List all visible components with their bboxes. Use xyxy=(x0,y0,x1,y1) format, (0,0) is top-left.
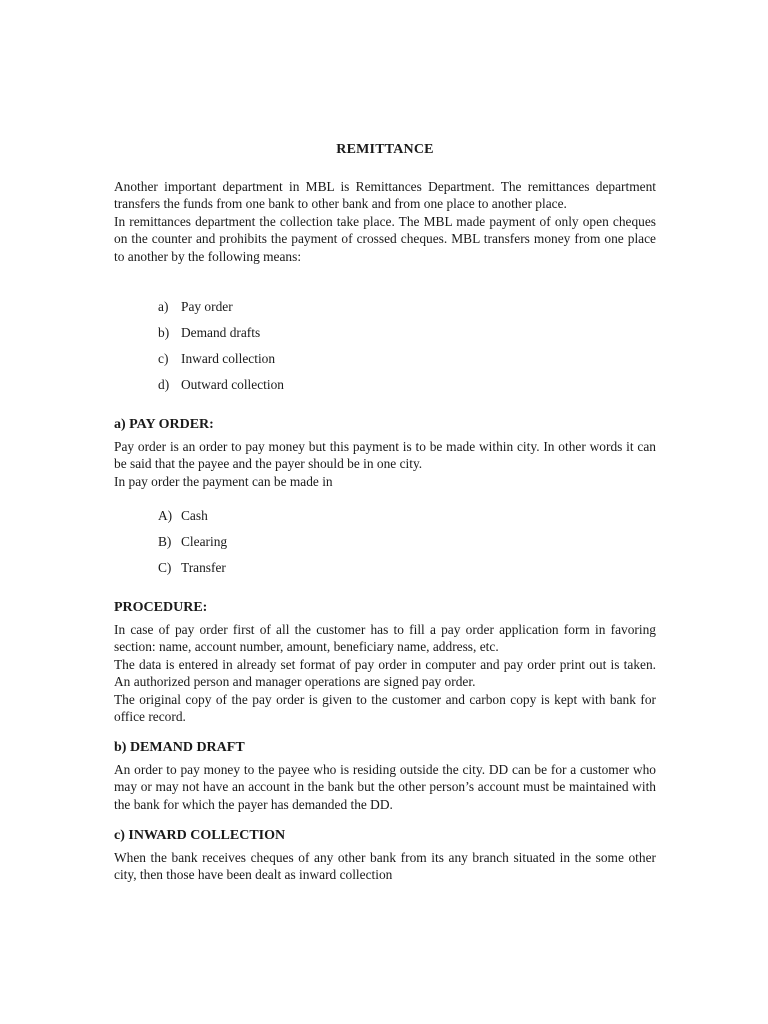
intro-paragraph-2: In remittances department the collection take place. The MBL made payment of only open cheques on the counter and prohibits the payment of crossed cheques. MBL transfers money from one place to another by the following means: xyxy=(114,213,656,264)
list-item xyxy=(158,298,284,324)
pay-order-heading: a) PAY ORDER: xyxy=(114,417,214,432)
list-marker: B) xyxy=(158,534,172,549)
list-marker: c) xyxy=(158,351,169,366)
list-item xyxy=(158,324,284,350)
intro-paragraph-1: Another important department in MBL is Remittances Department. The remittances department transfers the funds from one bank to other bank and from one place to another place. xyxy=(114,179,656,212)
list-item-label: Cash xyxy=(181,508,208,523)
intro-section xyxy=(114,178,656,265)
list-marker: b) xyxy=(158,325,170,340)
demand-draft-section xyxy=(114,761,656,813)
procedure-heading: PROCEDURE: xyxy=(114,600,208,615)
inward-collection-section xyxy=(114,849,656,884)
list-item xyxy=(158,559,227,585)
procedure-paragraph-2: The data is entered in already set format of pay order in computer and pay order print out is taken. An authorized person and manager operations are signed pay order. xyxy=(114,656,656,690)
list-item xyxy=(158,533,227,559)
pay-order-paragraph-2: In pay order the payment can be made in xyxy=(114,473,333,489)
demand-draft-paragraph: An order to pay money to the payee who is residing outside the city. DD can be for a customer who may or may not have an account in the bank but the other person’s account must be maintained with the bank for which the payer has demanded the DD. xyxy=(114,762,656,812)
list-item-label: Inward collection xyxy=(181,351,276,366)
list-marker: A) xyxy=(158,508,173,523)
inward-collection-paragraph: When the bank receives cheques of any other bank from its any branch situated in the some other city, then those have been dealt as inward collection xyxy=(114,850,656,883)
payment-options-list xyxy=(158,507,227,585)
procedure-paragraph-1: In case of pay order first of all the customer has to fill a pay order application form in favoring section: name, account number, amount, beneficiary name, address, etc. xyxy=(114,622,656,655)
procedure-section xyxy=(114,621,656,725)
list-item xyxy=(158,376,284,402)
pay-order-paragraph-1: Pay order is an order to pay money but this payment is to be made within city. In other words it can be said that the payee and the payer should be in one city. xyxy=(114,439,656,472)
list-marker: d) xyxy=(158,377,170,392)
list-item xyxy=(158,507,227,533)
inward-collection-heading: c) INWARD COLLECTION xyxy=(114,828,286,843)
list-marker: C) xyxy=(158,560,172,575)
demand-draft-heading: b) DEMAND DRAFT xyxy=(114,740,245,755)
list-item-label: Pay order xyxy=(181,299,233,314)
list-item-label: Transfer xyxy=(181,560,226,575)
list-item-label: Outward collection xyxy=(181,377,284,392)
pay-order-section xyxy=(114,438,656,490)
list-item xyxy=(158,350,284,376)
page-title: REMITTANCE xyxy=(336,142,434,157)
list-item-label: Demand drafts xyxy=(181,325,261,340)
list-marker: a) xyxy=(158,299,169,314)
procedure-paragraph-3: The original copy of the pay order is given to the customer and carbon copy is kept with bank for office record. xyxy=(114,691,656,725)
list-item-label: Clearing xyxy=(181,534,228,549)
means-list xyxy=(158,298,284,402)
